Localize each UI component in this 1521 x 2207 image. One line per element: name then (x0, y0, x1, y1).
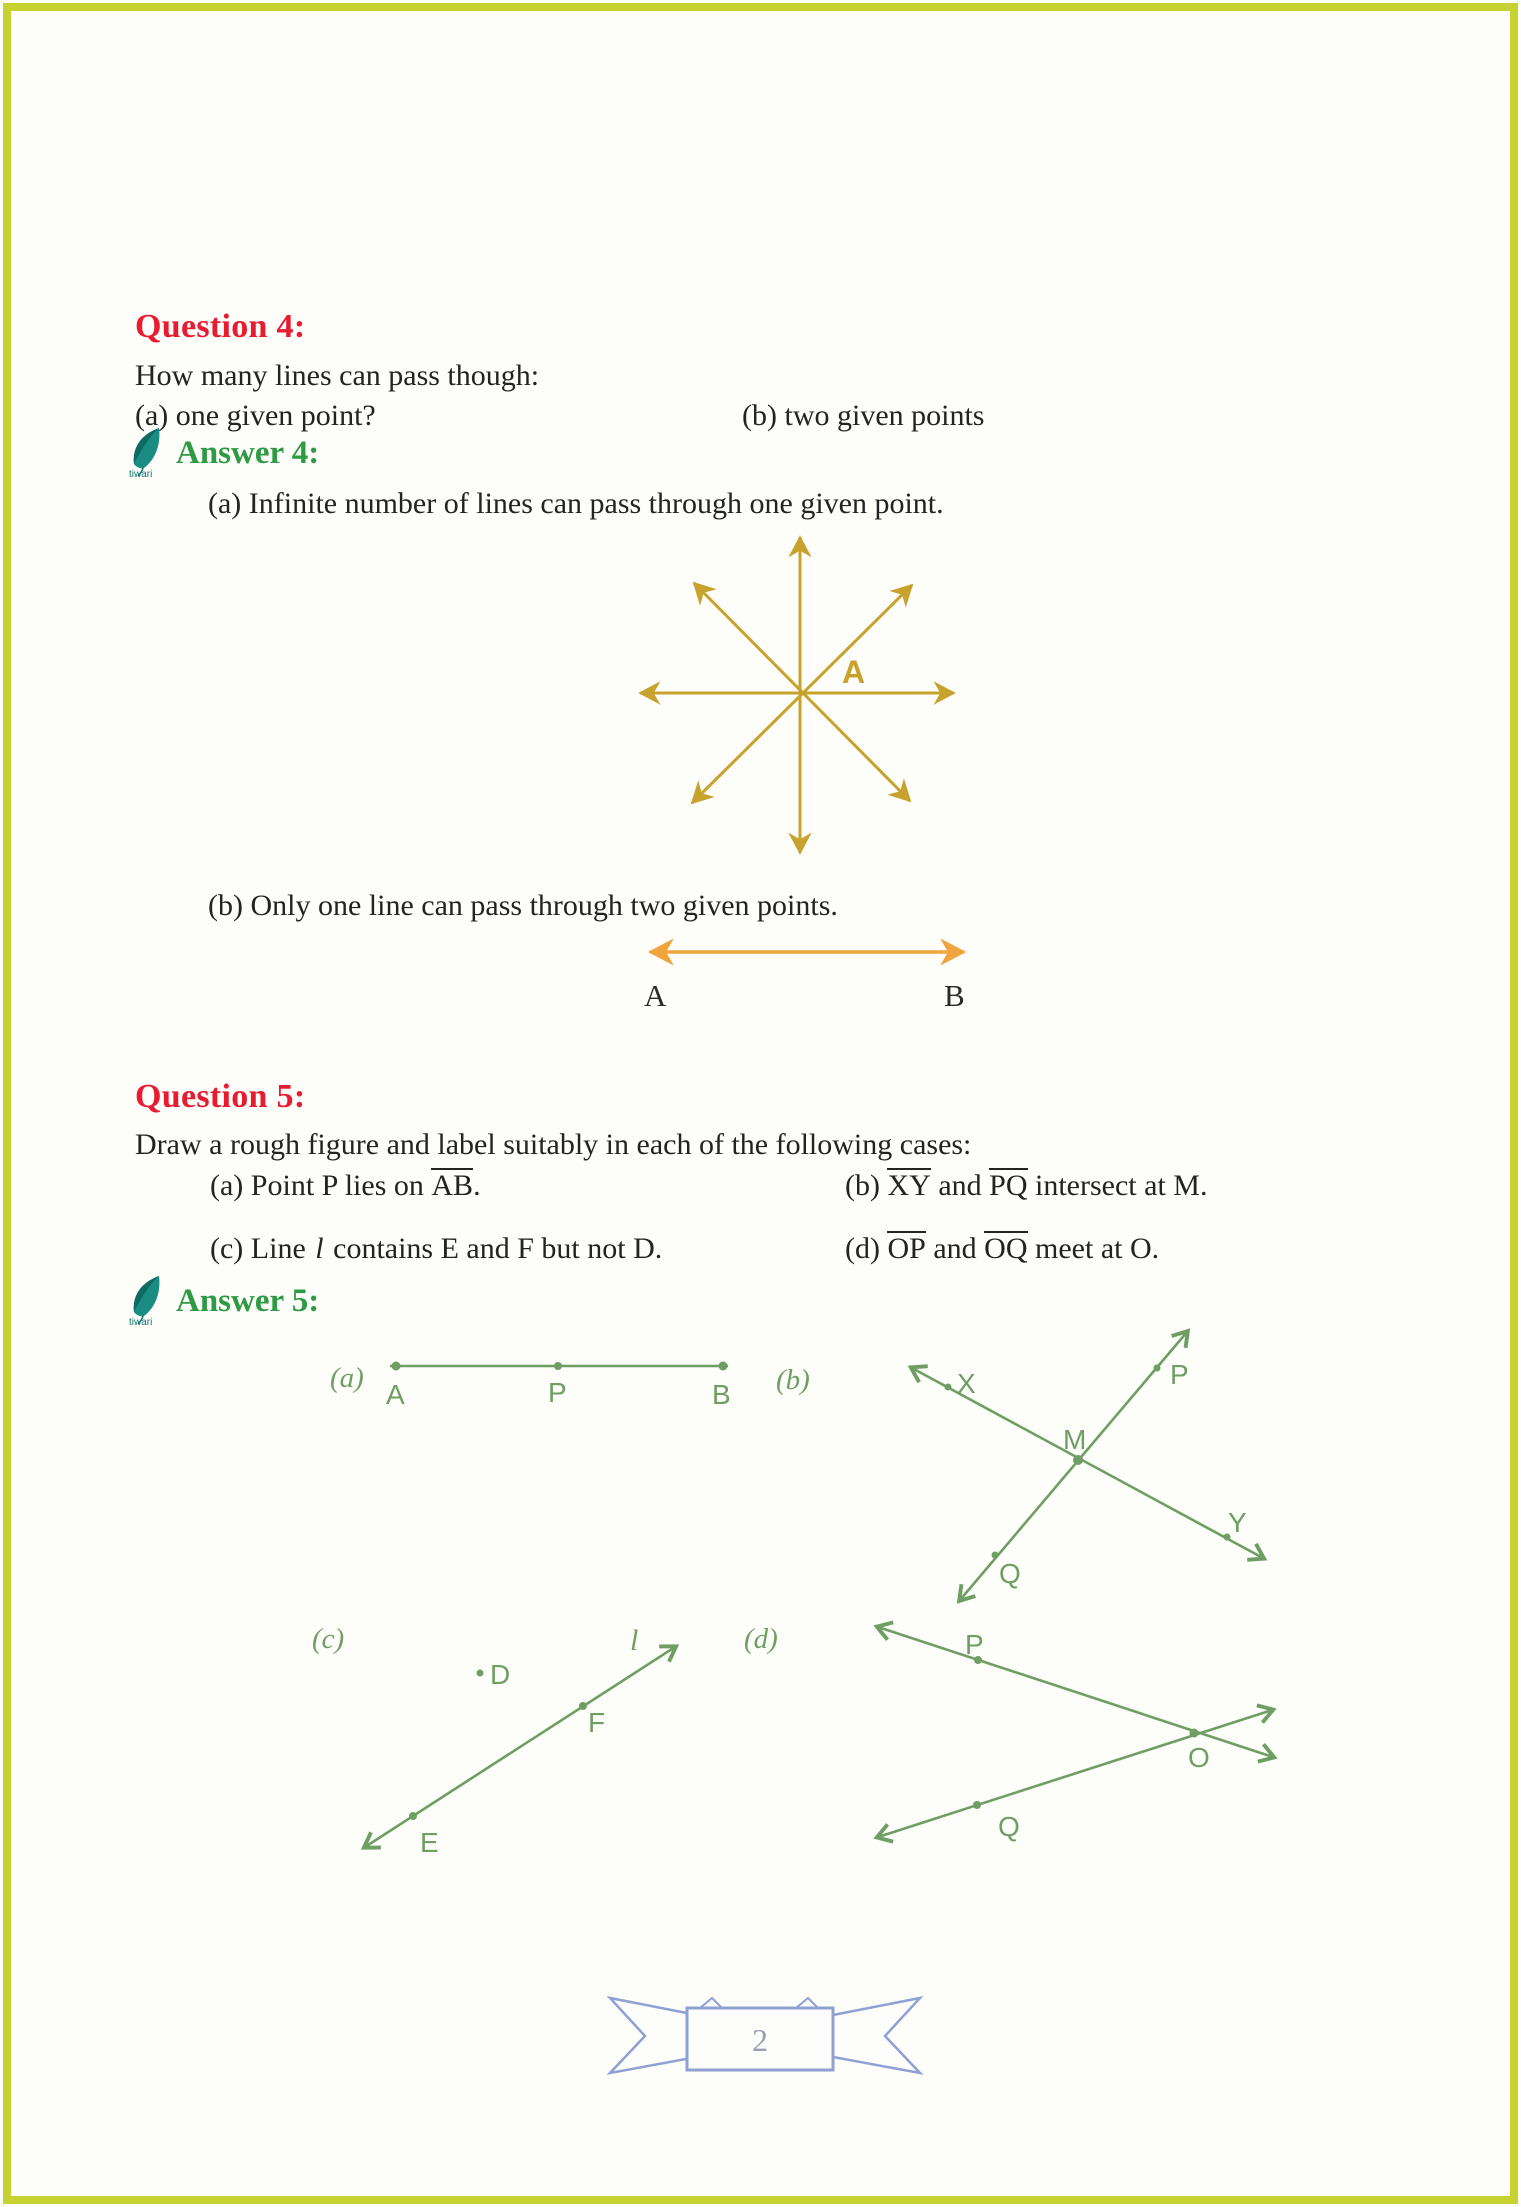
figure-b-dots (945, 1365, 1231, 1559)
figure-c-label-d: D (490, 1659, 511, 1690)
leaf-icon (128, 1274, 172, 1328)
figure-c-dots (409, 1670, 587, 1821)
figure-c-line-through-e-f (300, 1612, 720, 1862)
figure-b-tag: (b) (776, 1364, 810, 1396)
figure-a-label-p: P (548, 1377, 567, 1408)
tiwari-logo-caption: tiwari (129, 469, 153, 480)
case-a-text: (a) Point P lies on (210, 1169, 432, 1202)
figure-d-label-o: O (1188, 1742, 1210, 1773)
page-number-ribbon (600, 1995, 930, 2130)
case-c-line-symbol: l (315, 1232, 324, 1265)
figure-b-label-y: Y (1228, 1507, 1247, 1538)
figure-c-tag: (c) (312, 1623, 345, 1655)
figure-a-point-on-segment (310, 1340, 790, 1415)
figure-c-label-e: E (420, 1827, 439, 1858)
star-lines (640, 537, 954, 853)
segment-point-a-label: A (644, 978, 667, 1013)
figure-b-intersecting-lines (895, 1320, 1295, 1618)
case-a-overline-ab: AB (431, 1169, 474, 1202)
tiwari-logo-icon (128, 1274, 174, 1328)
case-d-overline-oq: OQ (984, 1232, 1028, 1265)
figure-b-labels (957, 1359, 1247, 1589)
segment-point-b-label: B (944, 978, 965, 1013)
star-point-a-label: A (842, 654, 866, 690)
answer5-heading: Answer 5: (176, 1283, 320, 1319)
case-a-period: . (473, 1169, 481, 1202)
question5-case-d (845, 1231, 1159, 1267)
figure-d-label-q: Q (998, 1811, 1020, 1842)
answer4-heading: Answer 4: (176, 435, 320, 471)
figure-a-tag: (a) (330, 1362, 364, 1394)
question5-case-c (210, 1231, 662, 1267)
figure-d-labels (965, 1629, 1210, 1842)
question5-title: Question 5: (135, 1078, 306, 1115)
figure-d-label-p: P (965, 1629, 984, 1660)
figure-c-line-symbol: l (630, 1624, 639, 1657)
figure-b-label-p: P (1170, 1359, 1189, 1390)
question4-intro: How many lines can pass though: (135, 359, 540, 392)
case-b-text-2: and (930, 1169, 990, 1202)
tiwari-logo-icon (128, 426, 174, 480)
figure-d-rays-meet-at-o (860, 1610, 1300, 1865)
question4-option-b: (b) two given points (742, 399, 985, 432)
figure-b-label-q: Q (999, 1558, 1021, 1589)
figure-a-labels (386, 1377, 731, 1410)
question4-option-a: (a) one given point? (135, 399, 376, 432)
case-c-text-2: contains E and F but not D. (325, 1232, 663, 1265)
case-b-text-3: intersect at M. (1027, 1169, 1208, 1202)
tiwari-logo-caption: tiwari (129, 1317, 153, 1328)
figure-lines-through-one-point (622, 515, 972, 870)
answer4-part-b: (b) Only one line can pass through two given points. (208, 889, 838, 922)
case-b-overline-pq: PQ (989, 1169, 1028, 1202)
figure-a-label-a: A (386, 1379, 405, 1410)
figure-a-label-b: B (712, 1379, 731, 1410)
case-d-text-2: and (925, 1232, 985, 1265)
case-d-text-3: meet at O. (1027, 1232, 1160, 1265)
case-b-text-1: (b) (845, 1169, 888, 1202)
leaf-icon (128, 426, 172, 480)
question5-intro: Draw a rough figure and label suitably in each of the following cases: (135, 1128, 972, 1161)
figure-d-lines (878, 1627, 1273, 1837)
question5-case-b (845, 1168, 1207, 1204)
question4-title: Question 4: (135, 308, 306, 345)
figure-d-tag: (d) (744, 1623, 778, 1655)
figure-c-label-f: F (588, 1707, 606, 1738)
page-number: 2 (752, 2022, 768, 2058)
case-c-text-1: (c) Line (210, 1232, 314, 1265)
figure-b-label-x: X (957, 1368, 976, 1399)
answer4-part-a: (a) Infinite number of lines can pass through one given point. (208, 487, 944, 520)
figure-d-dots (973, 1656, 1199, 1809)
figure-line-through-two-points (630, 928, 990, 1018)
case-d-overline-op: OP (887, 1232, 926, 1265)
case-b-overline-xy: XY (887, 1169, 931, 1202)
question5-case-a (210, 1168, 481, 1204)
case-d-text-1: (d) (845, 1232, 888, 1265)
figure-b-label-m: M (1063, 1424, 1087, 1455)
